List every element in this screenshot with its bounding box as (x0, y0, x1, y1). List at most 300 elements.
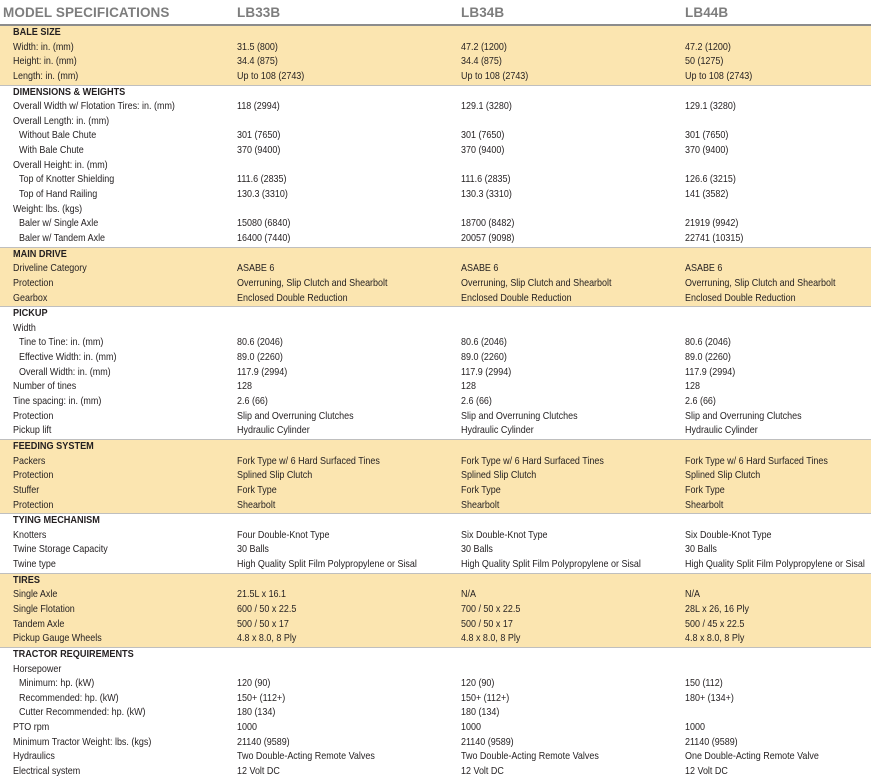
spec-value-model-1 (237, 173, 461, 188)
section-title-text: PICKUP (13, 308, 48, 320)
spec-row (0, 706, 871, 721)
spec-value-model-3 (685, 380, 871, 395)
spec-value-text: 111.6 (2835) (237, 174, 287, 186)
spec-value-text: 128 (237, 381, 252, 393)
spec-value-text: Fork Type (237, 484, 277, 496)
spec-value-text: ASABE 6 (685, 263, 723, 275)
spec-label-text: Hydraulics (13, 751, 55, 763)
spec-label-text: Effective Width: in. (mm) (19, 352, 117, 364)
spec-label (0, 217, 237, 232)
spec-value-model-3 (685, 692, 871, 707)
spec-value-text: 1000 (237, 722, 257, 734)
spec-row (0, 217, 871, 232)
spec-value-text: 16400 (7440) (237, 232, 291, 244)
spec-value-model-2 (461, 618, 685, 633)
spec-label (0, 455, 237, 470)
spec-row (0, 159, 871, 174)
spec-value-model-3 (685, 115, 871, 130)
spec-value-model-1 (237, 543, 461, 558)
spec-label (0, 410, 237, 425)
spec-value-text: Two Double-Acting Remote Valves (461, 751, 599, 763)
spec-value-model-3 (685, 677, 871, 692)
spec-value-model-3 (685, 395, 871, 410)
spec-value-text: 1000 (461, 722, 481, 734)
spec-label-text: Cutter Recommended: hp. (kW) (19, 707, 146, 719)
spec-value-text: 30 Balls (685, 544, 717, 556)
spec-section (0, 647, 871, 780)
section-title (0, 248, 237, 263)
spec-value-text: 370 (9400) (237, 145, 281, 157)
spec-value-text: Overruning, Slip Clutch and Shearbolt (461, 277, 612, 289)
spec-value-text: 4.8 x 8.0, 8 Ply (237, 633, 297, 645)
section-title-row (0, 648, 871, 663)
spec-label-text: Protection (13, 470, 54, 482)
spec-value-model-2 (461, 395, 685, 410)
spec-label-text: Overall Width: in. (mm) (19, 366, 111, 378)
spec-section (0, 85, 871, 247)
spec-value-text: Hydraulic Cylinder (685, 425, 758, 437)
section-title-text: TYING MECHANISM (13, 515, 100, 527)
spec-value-model-1 (237, 588, 461, 603)
spec-value-model-2 (461, 765, 685, 780)
spec-value-text: Up to 108 (2743) (237, 70, 305, 82)
section-title (0, 574, 237, 589)
spec-label (0, 100, 237, 115)
spec-value-model-3 (685, 232, 871, 247)
spec-value-text: 126.6 (3215) (685, 174, 736, 186)
spec-value-model-1 (237, 395, 461, 410)
spec-label (0, 736, 237, 751)
spec-row (0, 618, 871, 633)
spec-row (0, 736, 871, 751)
spec-value-text: High Quality Split Film Polypropylene or Sisal (461, 559, 641, 571)
spec-label-text: Pickup Gauge Wheels (13, 633, 102, 645)
spec-value-text: 141 (3582) (685, 189, 729, 201)
spec-row (0, 588, 871, 603)
spec-value-model-3 (685, 144, 871, 159)
spec-value-model-1 (237, 159, 461, 174)
spec-value-text: Fork Type w/ 6 Hard Surfaced Tines (685, 455, 828, 467)
spec-value-text: ASABE 6 (461, 263, 499, 275)
spec-value-text: ASABE 6 (237, 263, 275, 275)
spec-value-text: 2.6 (66) (461, 396, 492, 408)
spec-value-text: 117.9 (2994) (685, 366, 736, 378)
spec-label-text: Knotters (13, 529, 47, 541)
spec-value-model-1 (237, 277, 461, 292)
spec-value-text: 89.0 (2260) (461, 352, 507, 364)
spec-label-text: Overall Height: in. (mm) (13, 159, 108, 171)
spec-value-text: 180+ (134+) (685, 692, 734, 704)
spec-label-text: Width (13, 322, 36, 334)
spec-label-text: Weight: lbs. (kgs) (13, 203, 83, 215)
section-title-row (0, 26, 871, 41)
spec-value-model-2 (461, 750, 685, 765)
spec-label-text: Overall Width w/ Flotation Tires: in. (mm) (13, 101, 175, 113)
spec-value-model-1 (237, 129, 461, 144)
spec-label (0, 558, 237, 573)
spec-label (0, 232, 237, 247)
section-title (0, 86, 237, 101)
spec-value-model-3 (685, 262, 871, 277)
spec-value-text: 80.6 (2046) (685, 337, 731, 349)
section-title-row (0, 248, 871, 263)
spec-value-model-3 (685, 543, 871, 558)
spec-value-model-1 (237, 322, 461, 337)
spec-value-model-2 (461, 706, 685, 721)
section-title-text: DIMENSIONS & WEIGHTS (13, 86, 126, 98)
spec-label-text: Length: in. (mm) (13, 70, 79, 82)
spec-label-text: Baler w/ Tandem Axle (19, 232, 106, 244)
spec-row (0, 543, 871, 558)
spec-label-text: PTO rpm (13, 722, 50, 734)
spec-value-model-2 (461, 203, 685, 218)
spec-value-model-3 (685, 277, 871, 292)
sections-container (0, 26, 871, 780)
spec-value-text: 180 (134) (237, 707, 276, 719)
spec-section (0, 26, 871, 85)
spec-value-text: Shearbolt (237, 499, 276, 511)
spec-value-model-3 (685, 159, 871, 174)
spec-label (0, 144, 237, 159)
spec-value-text: 111.6 (2835) (461, 174, 511, 186)
spec-label (0, 292, 237, 307)
spec-value-text: 47.2 (1200) (461, 41, 507, 53)
spec-row (0, 455, 871, 470)
spec-label-text: With Bale Chute (19, 145, 84, 157)
spec-label (0, 203, 237, 218)
spec-value-model-2 (461, 292, 685, 307)
spec-value-model-2 (461, 692, 685, 707)
spec-label-text: Pickup lift (13, 425, 52, 437)
header-title: MODEL SPECIFICATIONS (3, 4, 170, 20)
spec-label (0, 159, 237, 174)
spec-value-text: Splined Slip Clutch (461, 470, 537, 482)
spec-value-text: 120 (90) (461, 678, 495, 690)
spec-value-model-3 (685, 469, 871, 484)
spec-row (0, 115, 871, 130)
spec-value-model-1 (237, 366, 461, 381)
spec-value-model-1 (237, 41, 461, 56)
spec-value-model-1 (237, 632, 461, 647)
spec-value-text: Slip and Overruning Clutches (685, 410, 802, 422)
spec-value-text: Fork Type (461, 484, 501, 496)
spec-value-model-1 (237, 721, 461, 736)
section-title-text: FEEDING SYSTEM (13, 440, 94, 452)
spec-label-text: Driveline Category (13, 263, 87, 275)
spec-value-text: 129.1 (3280) (685, 101, 736, 113)
spec-row (0, 203, 871, 218)
spec-value-model-3 (685, 529, 871, 544)
spec-value-text: Slip and Overruning Clutches (461, 410, 578, 422)
spec-section (0, 306, 871, 439)
spec-value-model-2 (461, 322, 685, 337)
spec-value-model-2 (461, 632, 685, 647)
spec-label (0, 543, 237, 558)
spec-label (0, 322, 237, 337)
spec-value-text: 129.1 (3280) (461, 101, 512, 113)
spec-value-model-1 (237, 484, 461, 499)
spec-value-model-3 (685, 55, 871, 70)
spec-value-model-2 (461, 455, 685, 470)
spec-value-model-2 (461, 173, 685, 188)
spec-value-text: Shearbolt (461, 499, 500, 511)
spec-value-text: 28L x 26, 16 Ply (685, 603, 749, 615)
spec-value-model-3 (685, 663, 871, 678)
spec-value-text: 34.4 (875) (237, 56, 278, 68)
spec-value-text: 1000 (685, 722, 705, 734)
spec-value-model-3 (685, 410, 871, 425)
spec-row (0, 173, 871, 188)
spec-value-model-3 (685, 366, 871, 381)
spec-value-text: 12 Volt DC (461, 766, 504, 778)
spec-label-text: Twine Storage Capacity (13, 544, 108, 556)
spec-value-model-1 (237, 55, 461, 70)
spec-value-model-1 (237, 750, 461, 765)
spec-row (0, 292, 871, 307)
spec-value-model-2 (461, 603, 685, 618)
spec-row (0, 632, 871, 647)
spec-label (0, 277, 237, 292)
spec-value-model-2 (461, 366, 685, 381)
section-title (0, 648, 237, 663)
spec-value-model-2 (461, 262, 685, 277)
table-header (0, 0, 871, 26)
spec-row (0, 277, 871, 292)
spec-value-model-1 (237, 765, 461, 780)
spec-label-text: Number of tines (13, 381, 77, 393)
spec-value-model-1 (237, 424, 461, 439)
spec-value-model-3 (685, 455, 871, 470)
spec-value-text: 2.6 (66) (237, 396, 268, 408)
spec-value-model-2 (461, 217, 685, 232)
spec-value-model-3 (685, 632, 871, 647)
spec-value-model-1 (237, 217, 461, 232)
section-title-row (0, 86, 871, 101)
spec-label-text: Single Flotation (13, 603, 75, 615)
spec-label-text: Tine to Tine: in. (mm) (19, 337, 104, 349)
spec-value-model-2 (461, 159, 685, 174)
spec-value-model-3 (685, 484, 871, 499)
spec-label-text: Single Axle (13, 589, 58, 601)
spec-label (0, 395, 237, 410)
spec-value-model-2 (461, 41, 685, 56)
spec-value-model-1 (237, 663, 461, 678)
spec-value-text: 4.8 x 8.0, 8 Ply (461, 633, 521, 645)
spec-value-model-1 (237, 455, 461, 470)
spec-row (0, 188, 871, 203)
spec-value-text: Slip and Overruning Clutches (237, 410, 354, 422)
spec-label-text: Gearbox (13, 292, 48, 304)
spec-label-text: Baler w/ Single Axle (19, 218, 99, 230)
spec-row (0, 558, 871, 573)
spec-value-text: 12 Volt DC (685, 766, 728, 778)
spec-value-model-1 (237, 692, 461, 707)
spec-label (0, 188, 237, 203)
spec-value-model-1 (237, 232, 461, 247)
spec-value-model-3 (685, 706, 871, 721)
spec-value-text: 150 (112) (685, 678, 723, 690)
spec-label-text: Height: in. (mm) (13, 56, 77, 68)
spec-label (0, 129, 237, 144)
spec-value-text: 89.0 (2260) (237, 352, 283, 364)
spec-value-text: 180 (134) (461, 707, 500, 719)
spec-label-text: Twine type (13, 559, 56, 571)
spec-row (0, 129, 871, 144)
spec-row (0, 41, 871, 56)
spec-value-text: Up to 108 (2743) (461, 70, 529, 82)
spec-value-text: Hydraulic Cylinder (461, 425, 534, 437)
spec-value-text: 21.5L x 16.1 (237, 589, 287, 601)
spec-value-model-1 (237, 618, 461, 633)
spec-label (0, 424, 237, 439)
spec-value-model-2 (461, 543, 685, 558)
spec-value-model-1 (237, 351, 461, 366)
spec-value-model-3 (685, 41, 871, 56)
spec-row (0, 469, 871, 484)
spec-value-model-3 (685, 336, 871, 351)
spec-label (0, 677, 237, 692)
spec-value-model-3 (685, 351, 871, 366)
spec-label (0, 173, 237, 188)
section-title-row (0, 307, 871, 322)
spec-label-text: Minimum Tractor Weight: lbs. (kgs) (13, 736, 152, 748)
spec-row (0, 232, 871, 247)
spec-value-model-3 (685, 721, 871, 736)
spec-value-text: Six Double-Knot Type (461, 529, 548, 541)
spec-value-model-2 (461, 100, 685, 115)
spec-label-text: Protection (13, 277, 54, 289)
spec-value-model-2 (461, 55, 685, 70)
spec-value-model-1 (237, 70, 461, 85)
spec-section (0, 247, 871, 307)
spec-value-text: 500 / 45 x 22.5 (685, 618, 745, 630)
spec-value-text: 21140 (9589) (237, 736, 290, 748)
spec-row (0, 410, 871, 425)
spec-row (0, 380, 871, 395)
spec-value-text: Splined Slip Clutch (237, 470, 313, 482)
spec-value-model-1 (237, 100, 461, 115)
spec-value-text: Six Double-Knot Type (685, 529, 772, 541)
spec-value-model-3 (685, 618, 871, 633)
spec-value-text: Splined Slip Clutch (685, 470, 761, 482)
spec-row (0, 765, 871, 780)
spec-value-text: 47.2 (1200) (685, 41, 731, 53)
spec-value-model-3 (685, 765, 871, 780)
spec-value-text: Hydraulic Cylinder (237, 425, 310, 437)
spec-value-text: Fork Type w/ 6 Hard Surfaced Tines (461, 455, 604, 467)
spec-value-text: Up to 108 (2743) (685, 70, 753, 82)
spec-value-model-1 (237, 558, 461, 573)
spec-label (0, 529, 237, 544)
spec-value-text: 120 (90) (237, 678, 271, 690)
spec-value-text: 89.0 (2260) (685, 352, 731, 364)
spec-value-model-2 (461, 380, 685, 395)
spec-value-model-2 (461, 70, 685, 85)
spec-row (0, 603, 871, 618)
spec-value-text: 18700 (8482) (461, 218, 515, 230)
spec-value-text: 130.3 (3310) (237, 189, 288, 201)
spec-value-model-2 (461, 736, 685, 751)
spec-value-model-3 (685, 203, 871, 218)
spec-value-text: 117.9 (2994) (237, 366, 288, 378)
spec-value-model-1 (237, 203, 461, 218)
spec-value-text: Enclosed Double Reduction (237, 292, 348, 304)
spec-value-text: 21140 (9589) (461, 736, 514, 748)
spec-value-model-1 (237, 469, 461, 484)
spec-value-text: 150+ (112+) (461, 692, 510, 704)
section-title-text: TIRES (13, 574, 40, 586)
spec-value-text: 150+ (112+) (237, 692, 286, 704)
spec-value-text: 600 / 50 x 22.5 (237, 603, 297, 615)
spec-value-model-2 (461, 410, 685, 425)
spec-value-model-2 (461, 484, 685, 499)
section-title (0, 307, 237, 322)
spec-value-text: 22741 (10315) (685, 232, 744, 244)
spec-section (0, 513, 871, 573)
spec-value-text: Enclosed Double Reduction (461, 292, 572, 304)
spec-value-model-2 (461, 188, 685, 203)
section-title (0, 514, 237, 529)
spec-label-text: Protection (13, 499, 54, 511)
spec-row (0, 750, 871, 765)
spec-value-text: High Quality Split Film Polypropylene or Sisal (685, 559, 865, 571)
spec-label (0, 484, 237, 499)
spec-label (0, 765, 237, 780)
spec-label (0, 262, 237, 277)
spec-value-model-2 (461, 677, 685, 692)
spec-value-model-1 (237, 706, 461, 721)
spec-value-model-2 (461, 424, 685, 439)
spec-label (0, 70, 237, 85)
spec-value-model-1 (237, 188, 461, 203)
spec-value-text: 80.6 (2046) (237, 337, 283, 349)
spec-label (0, 588, 237, 603)
spec-value-text: 301 (7650) (237, 130, 281, 142)
spec-row (0, 484, 871, 499)
spec-value-model-1 (237, 262, 461, 277)
spec-label (0, 366, 237, 381)
spec-row (0, 336, 871, 351)
spec-value-text: 128 (461, 381, 476, 393)
spec-value-model-1 (237, 499, 461, 514)
spec-value-text: 117.9 (2994) (461, 366, 512, 378)
spec-value-text: 700 / 50 x 22.5 (461, 603, 521, 615)
spec-value-model-2 (461, 499, 685, 514)
spec-label-text: Top of Knotter Shielding (19, 174, 115, 186)
spec-row (0, 100, 871, 115)
spec-value-model-2 (461, 129, 685, 144)
spec-row (0, 663, 871, 678)
spec-row (0, 529, 871, 544)
spec-row (0, 395, 871, 410)
header-model-3: LB44B (685, 4, 729, 20)
spec-value-model-3 (685, 188, 871, 203)
spec-value-model-3 (685, 217, 871, 232)
spec-value-model-1 (237, 529, 461, 544)
spec-value-text: N/A (461, 589, 476, 601)
header-model-2: LB34B (461, 4, 505, 20)
spec-value-model-2 (461, 469, 685, 484)
spec-value-model-2 (461, 232, 685, 247)
spec-row (0, 499, 871, 514)
spec-value-text: 301 (7650) (685, 130, 729, 142)
spec-label-text: Protection (13, 410, 54, 422)
spec-row (0, 70, 871, 85)
header-model-1: LB33B (237, 4, 281, 20)
spec-label-text: Without Bale Chute (19, 130, 97, 142)
spec-row (0, 721, 871, 736)
spec-value-text: 30 Balls (237, 544, 269, 556)
